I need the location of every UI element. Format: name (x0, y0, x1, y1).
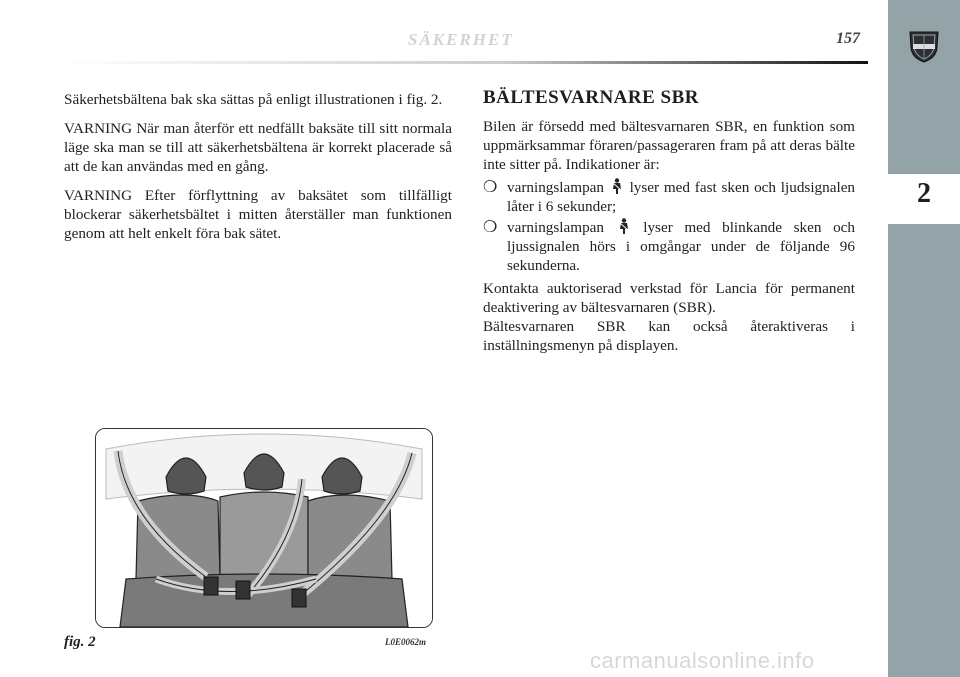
sbr-heading: BÄLTESVARNARE SBR (483, 87, 699, 108)
bullet-marker: ❍ (483, 179, 498, 196)
lancia-logo-icon (906, 28, 942, 64)
seatbelt-warning-icon (618, 218, 630, 234)
chapter-number: 2 (917, 178, 931, 209)
chapter-sidebar (888, 0, 960, 677)
header-rule (60, 60, 868, 65)
left-column (64, 90, 452, 253)
bullet-text-after: lyser med fast sken och ljudsignalen låter i 6 sekunder; (507, 179, 856, 215)
paragraph-fig-reference: Säkerhetsbältena bak ska sättas på enligt illustrationen i fig. 2. (64, 91, 443, 108)
footer-watermark[interactable]: carmanualsonline.info (590, 648, 815, 673)
paragraph-warning-seat-return: VARNING När man återför ett nedfällt baksäte till sitt normala läge ska man se till att säkerhetsbältena är korrekt placerade så att de kan användas med en gång. (64, 120, 452, 175)
list-item (483, 218, 855, 275)
figure-code: L0E0062m (385, 637, 427, 647)
bullet-text-after: lyser med blinkande sken och ljussignalen hörs i omgångar under de följande 96 sekunderna. (507, 219, 855, 274)
bullet-marker: ❍ (483, 219, 498, 236)
seatbelt-warning-icon (611, 178, 623, 194)
rear-seatbelt-illustration (95, 428, 433, 628)
bullet-text-before: varningslampan (507, 219, 605, 236)
section-title: SÄKERHET (408, 30, 514, 49)
right-column (483, 88, 855, 359)
paragraph-reactivation: Bältesvarnaren SBR kan också återaktiveras i inställningsmenyn på displayen. (483, 318, 855, 354)
bullet-text-before: varningslampan (507, 179, 605, 196)
figure-caption: fig. 2 (64, 634, 96, 650)
rear-seat-drawing (96, 429, 432, 627)
sbr-intro: Bilen är försedd med bältesvarnaren SBR, en funktion som uppmärksammar föraren/passageraren fram på att deras bälte inte sitter på. Indikationer är: (483, 118, 855, 173)
paragraph-warning-center-belt: VARNING Efter förflyttning av baksätet som tillfälligt blockerar säkerhetsbältet i mitten återställer man funktionen genom att helt enkelt föra bak sätet. (64, 187, 452, 242)
list-item (483, 178, 855, 216)
page-number: 157 (836, 30, 860, 47)
paragraph-deactivation: Kontakta auktoriserad verkstad för Lancia för permanent deaktivering av bältesvarnaren (SBR). (483, 280, 855, 316)
indication-list (483, 178, 855, 275)
